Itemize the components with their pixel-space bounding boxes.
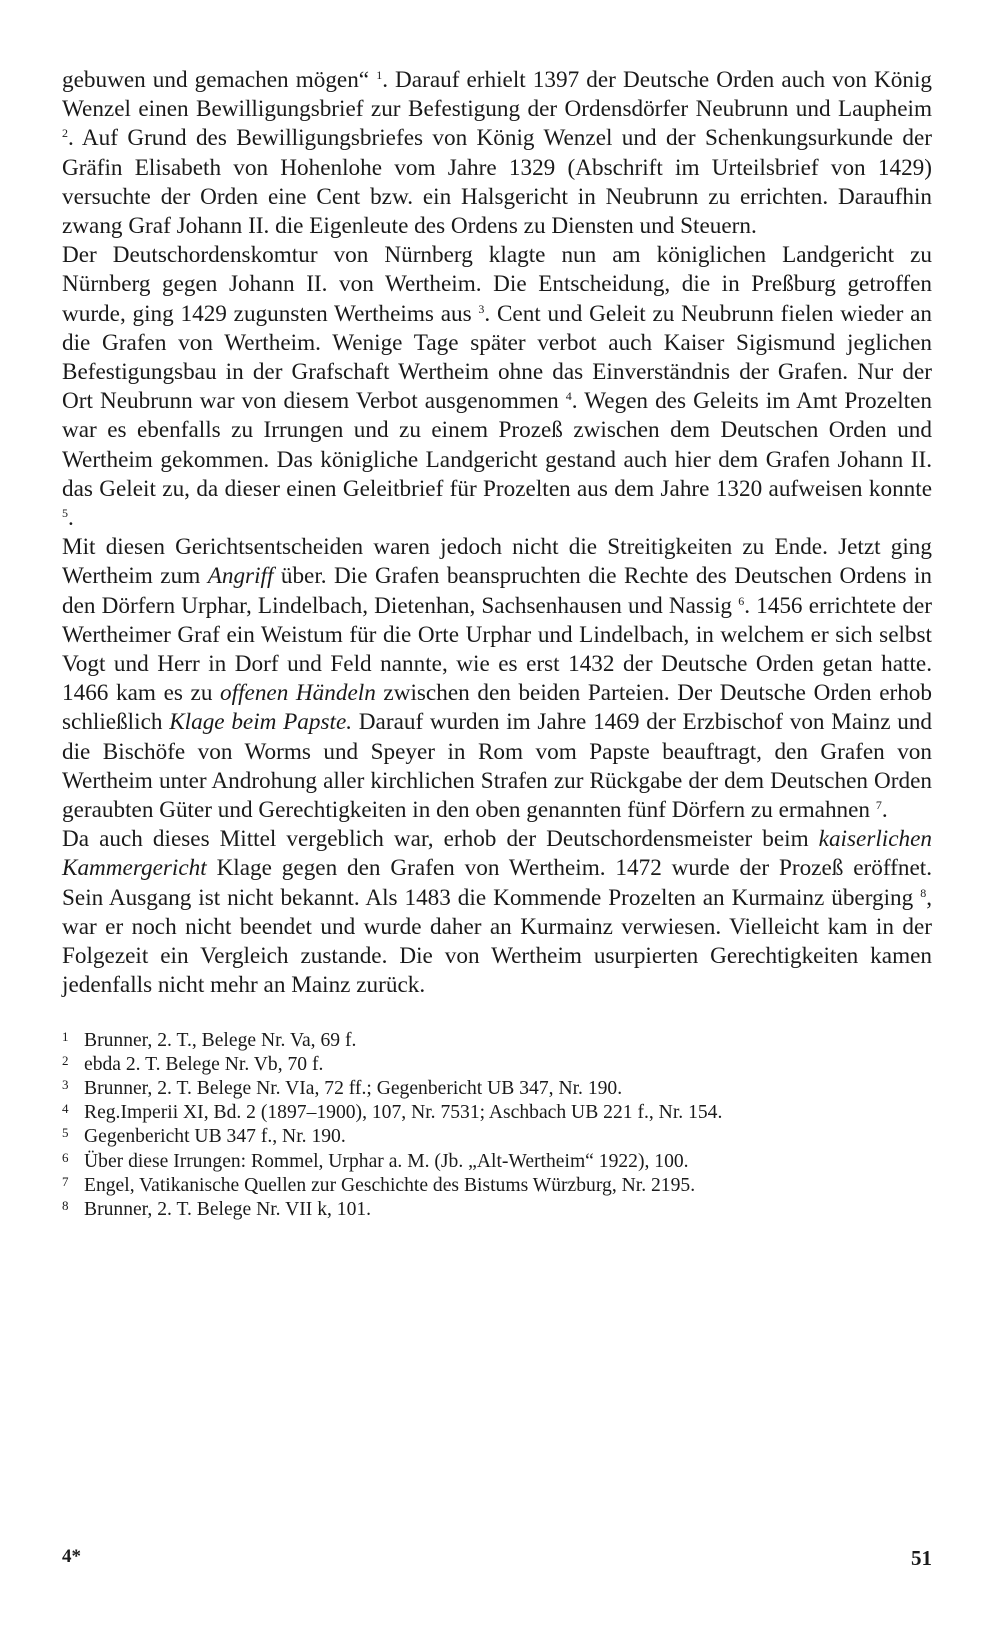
signature-mark: 4* (62, 1546, 81, 1567)
page-number: 51 (911, 1546, 932, 1570)
text-run: Klage gegen den Grafen von Wertheim. 1472 wurde der Prozeß eröffnet. Sein Ausgang ist nicht bekannt. Als 1483 die Kommende Prozelten an Kurmainz überging (62, 855, 932, 911)
footnote: 4 Reg.Imperii XI, Bd. 2 (1897–1900), 107, Nr. 7531; Aschbach UB 221 f., Nr. 154. (62, 1101, 723, 1124)
footnote-text: Brunner, 2. T. Belege Nr. VIa, 72 ff.; Gegenbericht UB 347, Nr. 190. (84, 1077, 623, 1099)
footnote-text: Brunner, 2. T. Belege Nr. VII k, 101. (84, 1198, 372, 1220)
text-run: . Auf Grund des Bewilligungsbriefes von König Wenzel und der Schenkungsurkunde der Gräfin Elisabeth von Hohenlohe vom Jahre 1329 (Abschrift im Urteilsbrief von 1429) versuchte der Orden eine Cent bzw. ein Halsgericht in Neubrunn zu errichten. Daraufhin zwang Graf Johann II. die Eigenleute des Ordens zu Diensten und Steuern. (62, 125, 932, 240)
footnote-ref: 8 (920, 885, 927, 900)
emphasis-text: kaiserlichen Kammergericht (62, 826, 932, 882)
text-run: . 1456 errichtete der Wertheimer Graf ein Weistum für die Orte Urphar und Lindelbach, in welchem er sich selbst Vogt und Herr in Dorf und Feld nannte, wie es erst 1432 der Deutsche Orden getan hatte. 1466 kam es zu (62, 592, 932, 707)
footnote-ref: 5 (62, 506, 68, 521)
footnote-ref: 6 (738, 593, 745, 608)
paragraph (62, 533, 932, 825)
footnote: 8 Brunner, 2. T. Belege Nr. VII k, 101. (62, 1197, 372, 1220)
emphasis-text: Klage beim Papste. (169, 709, 353, 736)
footnote-ref: 3 (478, 301, 485, 316)
footnote-text: Reg.Imperii XI, Bd. 2 (1897–1900), 107, Nr. 7531; Aschbach UB 221 f., Nr. 154. (84, 1102, 723, 1124)
footnote-text: Über diese Irrungen: Rommel, Urphar a. M. (Jb. „Alt-Wertheim“ 1922), 100. (84, 1150, 689, 1172)
text-run: über. Die Grafen beanspruchten die Rechte des Deutschen Ordens in den Dörfern Urphar, Lindelbach, Dietenhan, Sachsenhausen und Nassig (62, 563, 932, 619)
footnote-ref: 7 (875, 798, 882, 813)
footnote: 7 Engel, Vatikanische Quellen zur Geschichte des Bistums Würzburg, Nr. 2195. (62, 1173, 696, 1196)
footnotes (62, 1029, 932, 1223)
emphasis-text: offenen Händeln (220, 680, 376, 707)
footnote: 5 Gegenbericht UB 347 f., Nr. 190. (62, 1125, 346, 1148)
footnote-text: Gegenbericht UB 347 f., Nr. 190. (84, 1126, 346, 1148)
text-run: , war er noch nicht beendet und wurde daher an Kurmainz verwiesen. Vielleicht kam in der Folgezeit ein Vergleich zustande. Die von Wertheim usurpierten Gerechtigkeiten kamen jedenfalls nicht mehr an Mainz zurück. (62, 884, 932, 999)
footnote-ref: 1 (376, 68, 383, 82)
page-footer (62, 1546, 932, 1576)
text-run: Der Deutschordenskomtur von Nürnberg klagte nun am königlichen Landgericht zu Nürnberg gegen Johann II. von Wertheim. Die Entscheidung, die in Preßburg getroffen wurde, ging 1429 zugunsten Wertheims aus (62, 242, 932, 327)
emphasis-text: Angriff (207, 563, 274, 590)
footnote: 3 Brunner, 2. T. Belege Nr. VIa, 72 ff.; Gegenbericht UB 347, Nr. 190. (62, 1076, 623, 1099)
footnote-text: Engel, Vatikanische Quellen zur Geschichte des Bistums Würzburg, Nr. 2195. (84, 1174, 696, 1196)
footnote: 1 Brunner, 2. T., Belege Nr. Va, 69 f. (62, 1028, 357, 1051)
footnote: 2 ebda 2. T. Belege Nr. Vb, 70 f. (62, 1052, 324, 1075)
text-run: . Darauf erhielt 1397 der Deutsche Orden auch von König Wenzel einen Bewilligungsbrief zur Befestigung der Ordensdörfer Neubrunn und Laupheim (62, 67, 932, 123)
text-run: . (68, 505, 74, 532)
body-text (62, 66, 932, 1001)
page-content (62, 66, 932, 1222)
text-run: gebuwen und gemachen mögen“ (62, 67, 377, 93)
text-run: . Cent und Geleit zu Neubrunn fielen wieder an die Grafen von Wertheim. Wenige Tage später verbot auch Kaiser Sigismund jeglichen Befestigungsbau in der Grafschaft Wertheim ohne das Einverständnis der Grafen. Nur der Ort Neubrunn war von diesem Verbot ausgenommen (62, 300, 932, 415)
text-run: . (881, 797, 888, 824)
footnote: 6 Über diese Irrungen: Rommel, Urphar a. M. (Jb. „Alt-Wertheim“ 1922), 100. (62, 1149, 689, 1172)
footnote-ref: 4 (565, 389, 572, 404)
footnote-text: ebda 2. T. Belege Nr. Vb, 70 f. (84, 1053, 324, 1075)
text-run: zwischen den beiden Parteien. Der Deutsche Orden erhob schließlich (62, 680, 932, 736)
paragraph (62, 825, 932, 1000)
text-run: Darauf wurden im Jahre 1469 der Erzbischof von Mainz und die Bischöfe von Worms und Speyer in Rom vom Papste beauftragt, den Grafen von Wertheim unter Androhung aller kirchlichen Strafen zur Rückgabe der dem Deutschen Orden geraubten Güter und Gerechtigkeiten in den oben genannten fünf Dörfern zu ermahnen (62, 709, 933, 824)
paragraph (62, 241, 932, 533)
text-run: . Wegen des Geleits im Amt Prozelten war es ebenfalls zu Irrungen und zu einem Prozeß zwischen dem Deutschen Orden und Wertheim gekommen. Das königliche Landgericht gestand auch hier dem Grafen Johann II. das Geleit zu, da dieser einen Geleitbrief für Prozelten aus dem Jahre 1320 aufweisen konnte (62, 388, 932, 502)
text-run: Da auch dieses Mittel vergeblich war, erhob der Deutschordensmeister beim (62, 826, 819, 853)
text-run: Mit diesen Gerichtsentscheiden waren jedoch nicht die Streitigkeiten zu Ende. Jetzt ging Wertheim zum (62, 534, 932, 590)
paragraph (62, 66, 932, 241)
footnote-ref: 2 (62, 126, 68, 141)
footnote-text: Brunner, 2. T., Belege Nr. Va, 69 f. (84, 1029, 357, 1051)
